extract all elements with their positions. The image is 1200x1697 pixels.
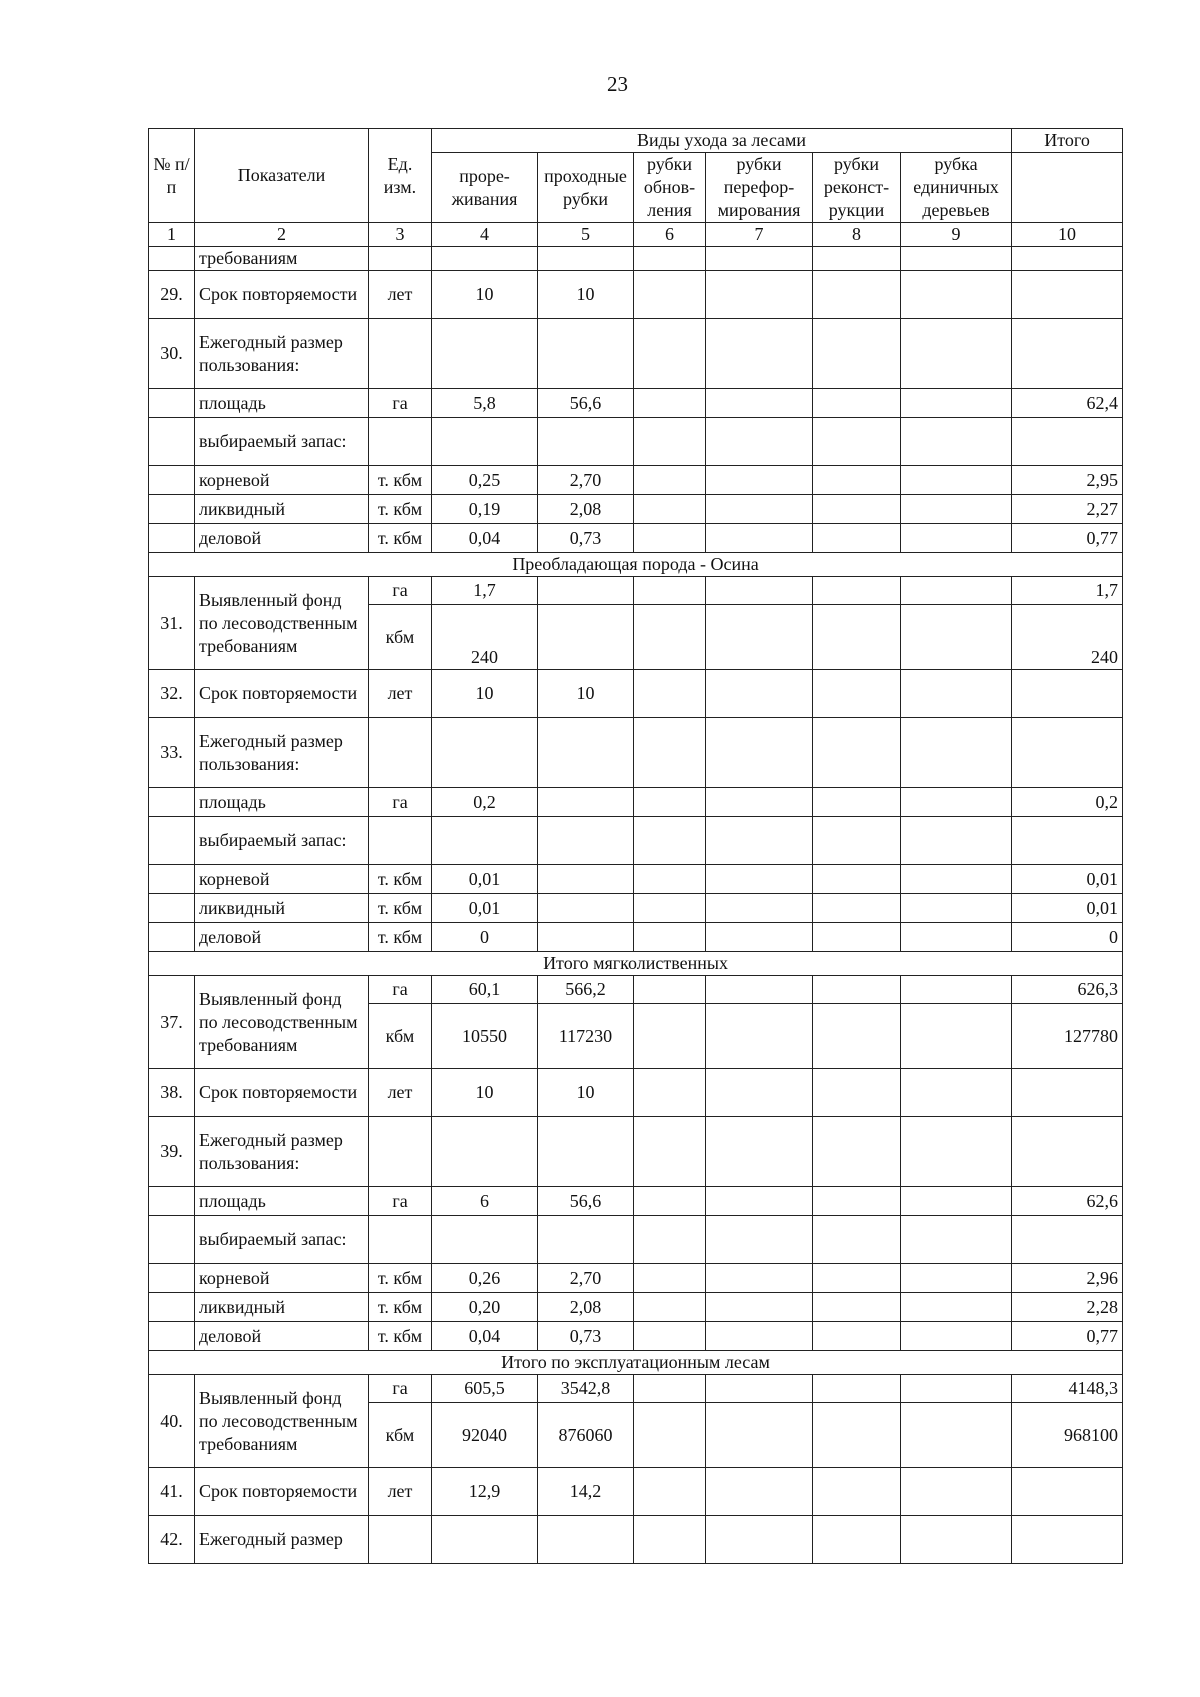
- row-unit: кбм: [369, 1004, 432, 1069]
- row-unit: га: [369, 1375, 432, 1403]
- row-label: корневой: [195, 466, 369, 495]
- row-label: требованиям: [195, 247, 369, 271]
- cell-value: 10: [432, 271, 538, 319]
- table-row: [149, 1322, 1123, 1351]
- row-unit: т. кбм: [369, 524, 432, 553]
- table-row: [149, 524, 1123, 553]
- row-label: ликвидный: [195, 1293, 369, 1322]
- cell-total: 626,3: [1012, 976, 1123, 1004]
- cell-total: 62,4: [1012, 389, 1123, 418]
- section-heading: Итого по эксплуатационным лесам: [149, 1351, 1123, 1375]
- cell-value: 1,7: [432, 577, 538, 605]
- header-total: Итого: [1012, 129, 1123, 153]
- table-row: [149, 247, 1123, 271]
- table-row: [149, 1264, 1123, 1293]
- cell-value: 0,2: [432, 788, 538, 817]
- row-unit: т. кбм: [369, 1264, 432, 1293]
- row-no: 30.: [149, 319, 195, 389]
- row-unit: га: [369, 389, 432, 418]
- cell-total: 240: [1012, 605, 1123, 670]
- row-label: ликвидный: [195, 495, 369, 524]
- cell-value: 876060: [538, 1403, 634, 1468]
- row-label: Ежегодный размер пользования:: [195, 1117, 369, 1187]
- row-unit: т. кбм: [369, 923, 432, 952]
- table-row: [149, 319, 1123, 389]
- cell-value: 14,2: [538, 1468, 634, 1516]
- cell-total: 4148,3: [1012, 1375, 1123, 1403]
- row-unit: т. кбм: [369, 495, 432, 524]
- cell-value: 0: [432, 923, 538, 952]
- table-row: [149, 1069, 1123, 1117]
- row-label: Выявленный фонд по лесоводственным требованиям: [195, 976, 369, 1069]
- table-row: [149, 670, 1123, 718]
- row-label: ликвидный: [195, 894, 369, 923]
- row-label: Ежегодный размер пользования:: [195, 718, 369, 788]
- cell-total: 1,7: [1012, 577, 1123, 605]
- cell-value: 0,04: [432, 524, 538, 553]
- row-no: 31.: [149, 577, 195, 670]
- row-no: 29.: [149, 271, 195, 319]
- section-heading: Преобладающая порода - Осина: [149, 553, 1123, 577]
- row-label: Срок повторяемости: [195, 1069, 369, 1117]
- row-label: площадь: [195, 788, 369, 817]
- table-row: [149, 817, 1123, 865]
- table-row: [149, 788, 1123, 817]
- section-heading: Итого мягколиственных: [149, 952, 1123, 976]
- cell-value: 0,19: [432, 495, 538, 524]
- table-row: [149, 389, 1123, 418]
- cell-total: 127780: [1012, 1004, 1123, 1069]
- table-row: [149, 894, 1123, 923]
- row-no: 32.: [149, 670, 195, 718]
- row-unit: кбм: [369, 1403, 432, 1468]
- cell-value: 56,6: [538, 1187, 634, 1216]
- header-col-10-empty: [1012, 153, 1123, 223]
- cell-total: 2,27: [1012, 495, 1123, 524]
- row-unit: га: [369, 976, 432, 1004]
- row-label: Срок повторяемости: [195, 1468, 369, 1516]
- col-number: 3: [369, 223, 432, 247]
- row-label: деловой: [195, 1322, 369, 1351]
- cell-value: 12,9: [432, 1468, 538, 1516]
- cell-value: 0,73: [538, 1322, 634, 1351]
- row-no: 33.: [149, 718, 195, 788]
- cell-total: 62,6: [1012, 1187, 1123, 1216]
- table-row: [149, 865, 1123, 894]
- header-col-9: рубка единичных деревьев: [901, 153, 1012, 223]
- row-label: корневой: [195, 1264, 369, 1293]
- table-row: [149, 495, 1123, 524]
- row-unit: т. кбм: [369, 1322, 432, 1351]
- row-label: выбираемый запас:: [195, 418, 369, 466]
- header-unit: Ед. изм.: [369, 129, 432, 223]
- row-unit: лет: [369, 670, 432, 718]
- header-indicators: Показатели: [195, 129, 369, 223]
- col-number: 5: [538, 223, 634, 247]
- row-label: Ежегодный размер: [195, 1516, 369, 1564]
- table-row: [149, 466, 1123, 495]
- row-label: Ежегодный размер пользования:: [195, 319, 369, 389]
- row-unit: т. кбм: [369, 894, 432, 923]
- row-unit: га: [369, 788, 432, 817]
- row-label: Выявленный фонд по лесоводственным требованиям: [195, 1375, 369, 1468]
- cell-value: 2,08: [538, 1293, 634, 1322]
- row-unit: кбм: [369, 605, 432, 670]
- cell-value: 2,70: [538, 466, 634, 495]
- header-col-6: рубки обнов-ления: [634, 153, 706, 223]
- row-label: деловой: [195, 923, 369, 952]
- cell-value: 0,01: [432, 865, 538, 894]
- cell-value: 0,73: [538, 524, 634, 553]
- row-no: 37.: [149, 976, 195, 1069]
- table-row: [149, 1117, 1123, 1187]
- cell-value: 117230: [538, 1004, 634, 1069]
- cell-value: 0,04: [432, 1322, 538, 1351]
- row-label: деловой: [195, 524, 369, 553]
- col-number: 10: [1012, 223, 1123, 247]
- col-number: 1: [149, 223, 195, 247]
- row-label: корневой: [195, 865, 369, 894]
- row-unit: т. кбм: [369, 466, 432, 495]
- cell-value: 0,01: [432, 894, 538, 923]
- cell-value: 10: [538, 670, 634, 718]
- cell-total: 0,77: [1012, 524, 1123, 553]
- cell-value: 92040: [432, 1403, 538, 1468]
- cell-value: 5,8: [432, 389, 538, 418]
- cell-value: 10: [432, 1069, 538, 1117]
- cell-value: 60,1: [432, 976, 538, 1004]
- table-row: [149, 577, 1123, 605]
- row-label: площадь: [195, 389, 369, 418]
- header-no: № п/п: [149, 129, 195, 223]
- header-col-5: проходные рубки: [538, 153, 634, 223]
- cell-total: 0: [1012, 923, 1123, 952]
- header-col-7: рубки перефор-мирования: [706, 153, 813, 223]
- cell-total: 2,95: [1012, 466, 1123, 495]
- table-row: [149, 1468, 1123, 1516]
- row-unit: га: [369, 1187, 432, 1216]
- table-row: [149, 1216, 1123, 1264]
- row-no: 38.: [149, 1069, 195, 1117]
- table-row: [149, 1187, 1123, 1216]
- col-number: 7: [706, 223, 813, 247]
- table-row: [149, 418, 1123, 466]
- col-number: 9: [901, 223, 1012, 247]
- col-number: 2: [195, 223, 369, 247]
- cell-value: 56,6: [538, 389, 634, 418]
- cell-total: 0,2: [1012, 788, 1123, 817]
- row-label: Выявленный фонд по лесоводственным требованиям: [195, 577, 369, 670]
- row-no: 39.: [149, 1117, 195, 1187]
- cell-value: 6: [432, 1187, 538, 1216]
- cell-total: 2,96: [1012, 1264, 1123, 1293]
- row-label: выбираемый запас:: [195, 817, 369, 865]
- table-row: [149, 1293, 1123, 1322]
- cell-total: 0,01: [1012, 894, 1123, 923]
- row-unit: т. кбм: [369, 865, 432, 894]
- cell-value: 566,2: [538, 976, 634, 1004]
- cell-total: 968100: [1012, 1403, 1123, 1468]
- row-no: 40.: [149, 1375, 195, 1468]
- row-label: выбираемый запас:: [195, 1216, 369, 1264]
- table-row: [149, 923, 1123, 952]
- col-number: 4: [432, 223, 538, 247]
- row-label: Срок повторяемости: [195, 670, 369, 718]
- cell-value: 0,20: [432, 1293, 538, 1322]
- row-unit: лет: [369, 1468, 432, 1516]
- cell-value: 0,26: [432, 1264, 538, 1293]
- row-unit: т. кбм: [369, 1293, 432, 1322]
- cell-value: 2,70: [538, 1264, 634, 1293]
- table-row: [149, 976, 1123, 1004]
- cell-total: 2,28: [1012, 1293, 1123, 1322]
- col-number: 6: [634, 223, 706, 247]
- row-unit: лет: [369, 271, 432, 319]
- header-group: Виды ухода за лесами: [432, 129, 1012, 153]
- row-no: 42.: [149, 1516, 195, 1564]
- cell-value: 605,5: [432, 1375, 538, 1403]
- cell-value: 3542,8: [538, 1375, 634, 1403]
- col-number: 8: [813, 223, 901, 247]
- row-unit: лет: [369, 1069, 432, 1117]
- row-no: 41.: [149, 1468, 195, 1516]
- cell-value: 10550: [432, 1004, 538, 1069]
- table-row: [149, 718, 1123, 788]
- header-col-4: проре-живания: [432, 153, 538, 223]
- table-row: [149, 1375, 1123, 1403]
- cell-value: 240: [432, 605, 538, 670]
- table-row: [149, 271, 1123, 319]
- cell-total: 0,01: [1012, 865, 1123, 894]
- row-label: Срок повторяемости: [195, 271, 369, 319]
- header-col-8: рубки реконст-рукции: [813, 153, 901, 223]
- cell-value: 10: [538, 271, 634, 319]
- cell-value: 2,08: [538, 495, 634, 524]
- row-unit: га: [369, 577, 432, 605]
- table-row: [149, 1516, 1123, 1564]
- cell-value: 0,25: [432, 466, 538, 495]
- row-label: площадь: [195, 1187, 369, 1216]
- cell-value: 10: [432, 670, 538, 718]
- forest-care-table: [148, 128, 1123, 1564]
- cell-total: 0,77: [1012, 1322, 1123, 1351]
- page-number: 23: [607, 72, 628, 96]
- cell-value: 10: [538, 1069, 634, 1117]
